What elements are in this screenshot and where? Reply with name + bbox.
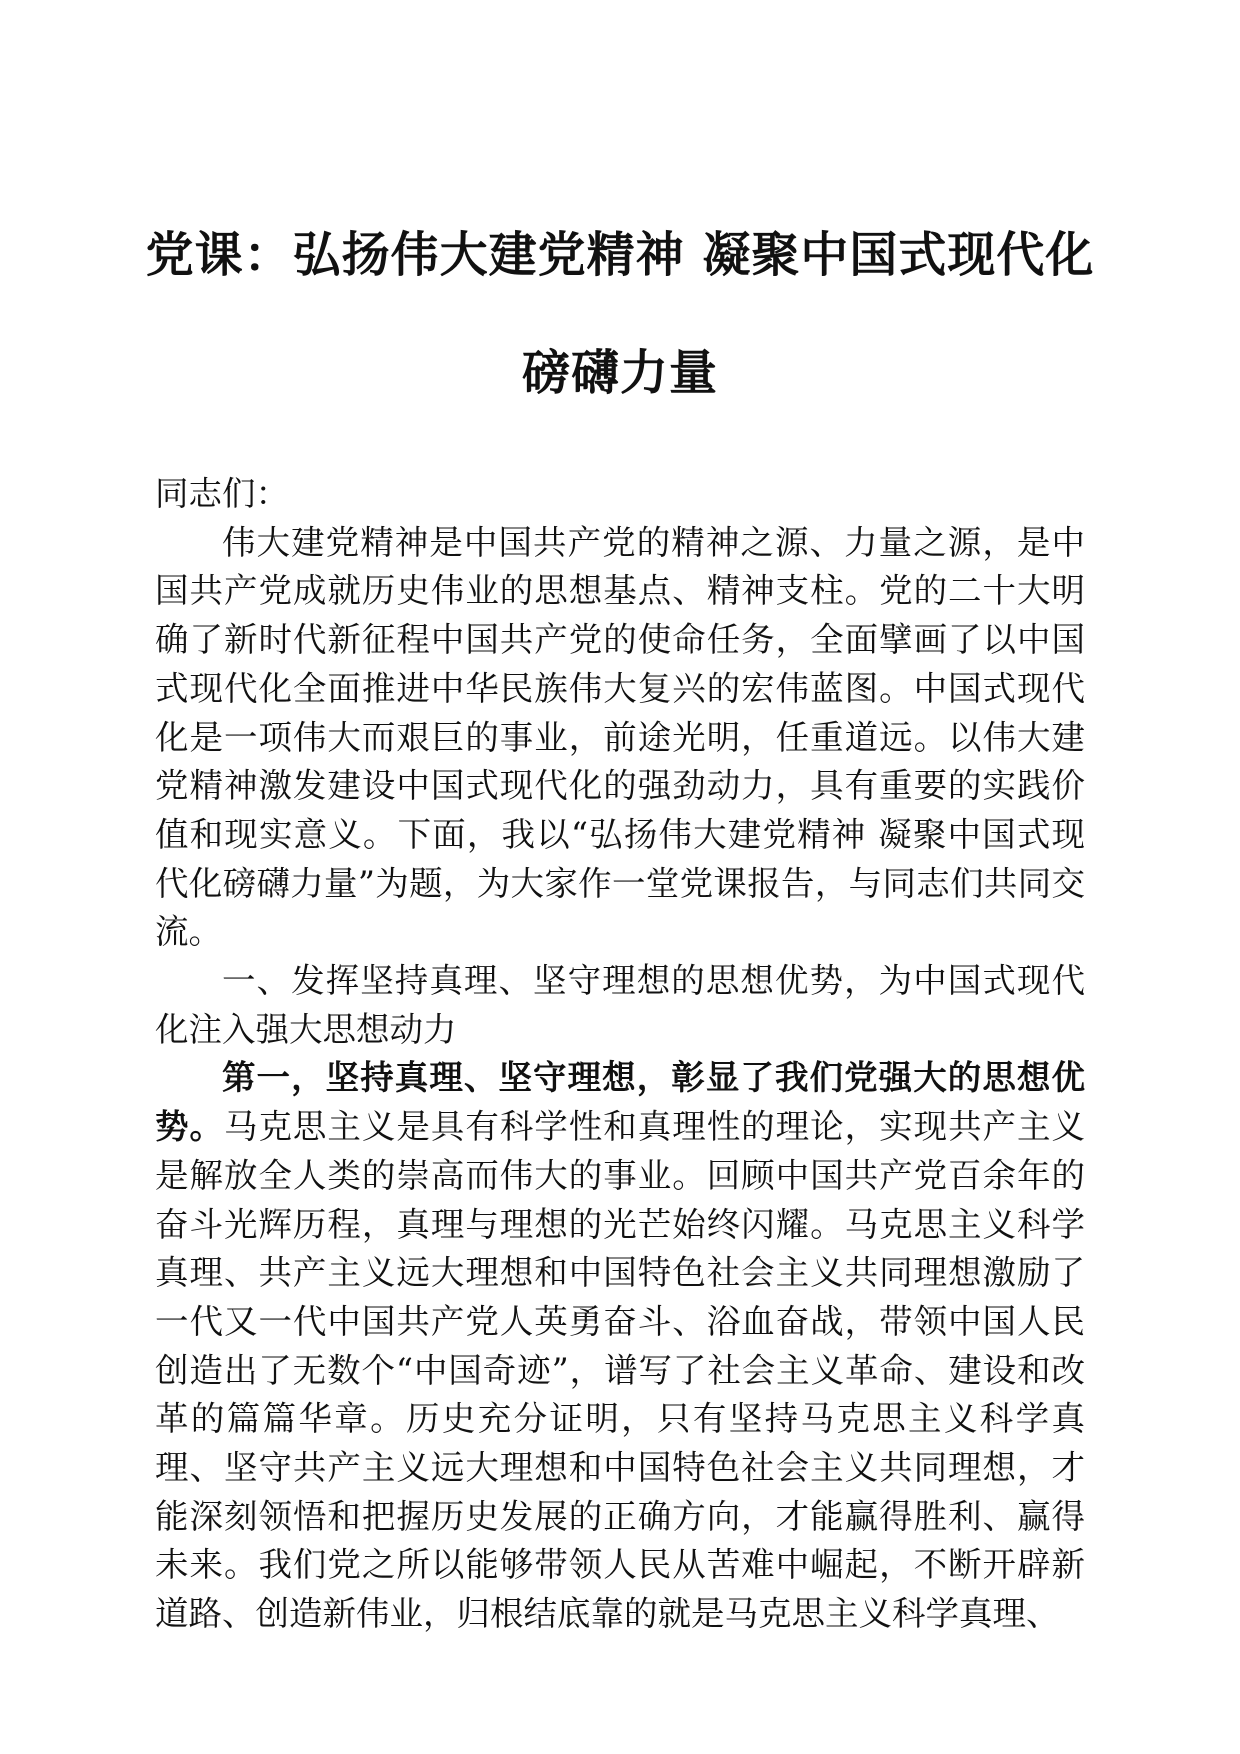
- section-1-heading: 一、发挥坚持真理、坚守理想的思想优势，为中国式现代化注入强大思想动力: [155, 961, 1085, 1049]
- intro-paragraph: 伟大建党精神是中国共产党的精神之源、力量之源，是中国共产党成就历史伟业的思想基点、精神支柱。党的二十大明确了新时代新征程中国共产党的使命任务，全面擘画了以中国式现代化全面推进中华民族伟大复兴的宏伟蓝图。中国式现代化是一项伟大而艰巨的事业，前途光明，任重道远。以伟大建党精神激发建设中国式现代化的强劲动力，具有重要的实践价值和现实意义。下面，我以“弘扬伟大建党精神 凝聚中国式现代化磅礴力量”为题，为大家作一堂党课报告，与同志们共同交流。: [155, 522, 1085, 952]
- point-1-lead: 第一，坚持真理、坚守理想，彰显了我们党强大的思想优势。: [155, 1058, 1085, 1147]
- document-title-line-1: 党课：弘扬伟大建党精神 凝聚中国式现代化: [145, 227, 1095, 283]
- salutation: 同志们：: [155, 474, 289, 513]
- point-1-text: 马克思主义是具有科学性和真理性的理论，实现共产主义是解放全人类的崇高而伟大的事业。回顾中国共产党百余年的奋斗光辉历程，真理与理想的光芒始终闪耀。马克思主义科学真理、共产主义远大理想和中国特色社会主义共同理想激励了一代又一代中国共产党人英勇奋斗、浴血奋战，带领中国人民创造出了无数个“中国奇迹”，谱写了社会主义革命、建设和改革的篇篇华章。历史充分证明，只有坚持马克思主义科学真理、坚守共产主义远大理想和中国特色社会主义共同理想，才能深刻领悟和把握历史发展的正确方向，才能赢得胜利、赢得未来。我们党之所以能够带领人民从苦难中崛起，不断开辟新道路、创造新伟业，归根结底靠的就是马克思主义科学真理、: [155, 1107, 1086, 1634]
- point-1-paragraph: [155, 1054, 1085, 1638]
- document-body: [155, 470, 1085, 1639]
- document-title-line-2: 磅礴力量: [521, 345, 718, 401]
